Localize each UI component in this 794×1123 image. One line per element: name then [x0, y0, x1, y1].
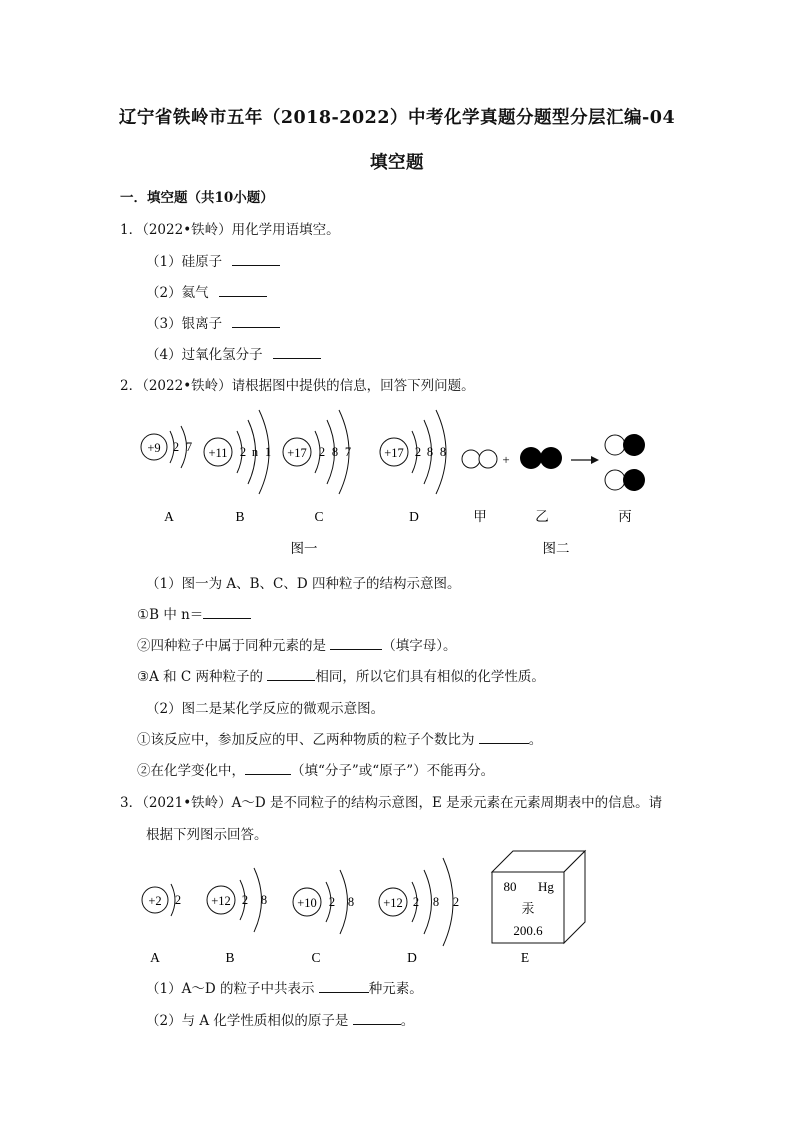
- atomic-number: 80: [503, 879, 517, 894]
- atom-diagram-D: [379, 858, 459, 946]
- shell-electrons: 2: [318, 445, 326, 459]
- shell-electrons: 8: [426, 445, 434, 459]
- figure-label: A: [164, 509, 174, 524]
- q2-sub2-suffix: （填字母）。: [382, 638, 457, 654]
- atom-diagram-A: [141, 426, 192, 468]
- q2-sub5-text: ②在化学变化中，: [137, 763, 245, 779]
- nucleus-charge: +17: [384, 446, 404, 460]
- shell-electrons: 7: [344, 445, 352, 459]
- shell-electrons: 2: [241, 893, 249, 907]
- answer-blank[interactable]: [267, 668, 315, 681]
- atom-diagram-C: [283, 410, 351, 494]
- atomic-mass: 200.6: [513, 923, 543, 938]
- q2-sub1-text: ①B 中 n＝: [137, 607, 204, 623]
- shell-electrons: 2: [414, 445, 422, 459]
- figure-label: D: [409, 509, 419, 524]
- q2-sub1: [137, 603, 251, 623]
- nucleus-charge: +2: [148, 894, 162, 908]
- atom-diagram-A: [142, 884, 181, 916]
- figure-caption: 图一: [290, 541, 318, 556]
- shell-electrons: 2: [174, 893, 182, 907]
- figure-label: 甲: [473, 509, 487, 524]
- q3-sub2-text: （2）与 A 化学性质相似的原子是: [146, 1013, 353, 1029]
- q3-stem-line2: 根据下列图示回答。: [146, 827, 268, 843]
- q2-part2: （2）图二是某化学反应的微观示意图。: [146, 701, 385, 717]
- nucleus-charge: +12: [383, 896, 403, 910]
- figure-label: A: [150, 950, 160, 965]
- atom-diagram-B: [204, 410, 271, 494]
- shell-electrons: 7: [185, 440, 193, 454]
- shell-electrons: 2: [239, 445, 247, 459]
- q2-sub3-suffix: 相同，所以它们具有相似的化学性质。: [315, 669, 545, 685]
- shell-electrons: 8: [331, 445, 339, 459]
- atom-diagram-C: [293, 870, 354, 934]
- periodic-element-cube: [492, 851, 585, 943]
- q3-sub1-text: （1）A～D 的粒子中共表示: [146, 981, 319, 997]
- q2-part1: （1）图一为 A、B、C、D 四种粒子的结构示意图。: [146, 576, 461, 592]
- q2-sub2-text: ②四种粒子中属于同种元素的是: [137, 638, 331, 654]
- q1-stem: 1．（2022•铁岭）用化学用语填空。: [120, 222, 340, 238]
- shell-electrons: 2: [172, 440, 180, 454]
- q1-item-text: （4）过氧化氢分子: [146, 347, 263, 363]
- shell-electrons: 8: [347, 895, 355, 909]
- shell-electrons: 8: [439, 445, 447, 459]
- q1-item-text: （3）银离子: [146, 316, 223, 332]
- answer-blank[interactable]: [479, 731, 529, 744]
- q3-sub1-suffix: 种元素。: [368, 981, 423, 997]
- q3-stem-line1: 3．（2021•铁岭）A～D 是不同粒子的结构示意图，E 是汞元素在元素周期表中的信息。请: [120, 795, 663, 811]
- q2-sub4: [137, 728, 542, 748]
- q2-sub2: [137, 634, 457, 654]
- figure-label: C: [311, 950, 321, 965]
- shell-electrons: n: [251, 445, 259, 459]
- element-name: 汞: [521, 901, 535, 916]
- page-subtitle: 填空题: [370, 153, 424, 173]
- shell-electrons: 2: [412, 895, 420, 909]
- shell-electrons: 8: [260, 893, 268, 907]
- q2-sub3: [137, 665, 545, 685]
- reaction-arrow: [571, 456, 599, 464]
- answer-blank[interactable]: [203, 606, 251, 619]
- answer-blank[interactable]: [330, 637, 382, 650]
- nucleus-charge: +12: [211, 894, 231, 908]
- molecule-jia: [462, 450, 497, 468]
- figure-label: 乙: [535, 509, 549, 524]
- figure-label: B: [235, 509, 245, 524]
- q3-sub1: [146, 977, 423, 997]
- figure-label: C: [314, 509, 324, 524]
- atom-diagram-B: [207, 868, 267, 932]
- q1-item-text: （2）氦气: [146, 285, 209, 301]
- q3-sub2: [146, 1009, 414, 1029]
- shell-electrons: 8: [432, 895, 440, 909]
- figure-caption: 图二: [542, 541, 570, 556]
- molecule-bing: [605, 434, 645, 491]
- nucleus-charge: +11: [208, 446, 228, 460]
- atom-diagram-D: [380, 410, 446, 494]
- figure-label: B: [225, 950, 235, 965]
- q2-sub3-text: ③A 和 C 两种粒子的: [137, 669, 268, 685]
- q2-sub4-text: ①该反应中，参加反应的甲、乙两种物质的粒子个数比为: [137, 732, 479, 748]
- shell-electrons: 2: [328, 895, 336, 909]
- page-title: 辽宁省铁岭市五年（2018-2022）中考化学真题分题型分层汇编-04: [118, 108, 676, 128]
- molecule-yi: [520, 447, 562, 469]
- plus-sign: +: [502, 452, 510, 467]
- nucleus-charge: +17: [287, 446, 307, 460]
- section-heading: 一．填空题（共10小题）: [120, 190, 274, 206]
- nucleus-charge: +9: [147, 441, 161, 455]
- answer-blank[interactable]: [245, 762, 291, 775]
- q2-sub4-suffix: 。: [528, 732, 543, 748]
- q3-sub2-suffix: 。: [400, 1013, 415, 1029]
- element-symbol: Hg: [538, 879, 554, 894]
- q2-stem: 2．（2022•铁岭）请根据图中提供的信息，回答下列问题。: [120, 378, 475, 394]
- figure-label: E: [520, 950, 530, 965]
- figure-label: 丙: [618, 509, 632, 524]
- shell-electrons: 1: [264, 445, 272, 459]
- figure-label: D: [407, 950, 417, 965]
- q1-item-text: （1）硅原子: [146, 254, 223, 270]
- answer-blank[interactable]: [319, 980, 369, 993]
- answer-blank[interactable]: [353, 1012, 401, 1025]
- q2-sub5: [137, 759, 494, 779]
- nucleus-charge: +10: [297, 896, 317, 910]
- q2-sub5-suffix: （填“分子”或“原子”）不能再分。: [291, 763, 495, 779]
- shell-electrons: 2: [452, 895, 460, 909]
